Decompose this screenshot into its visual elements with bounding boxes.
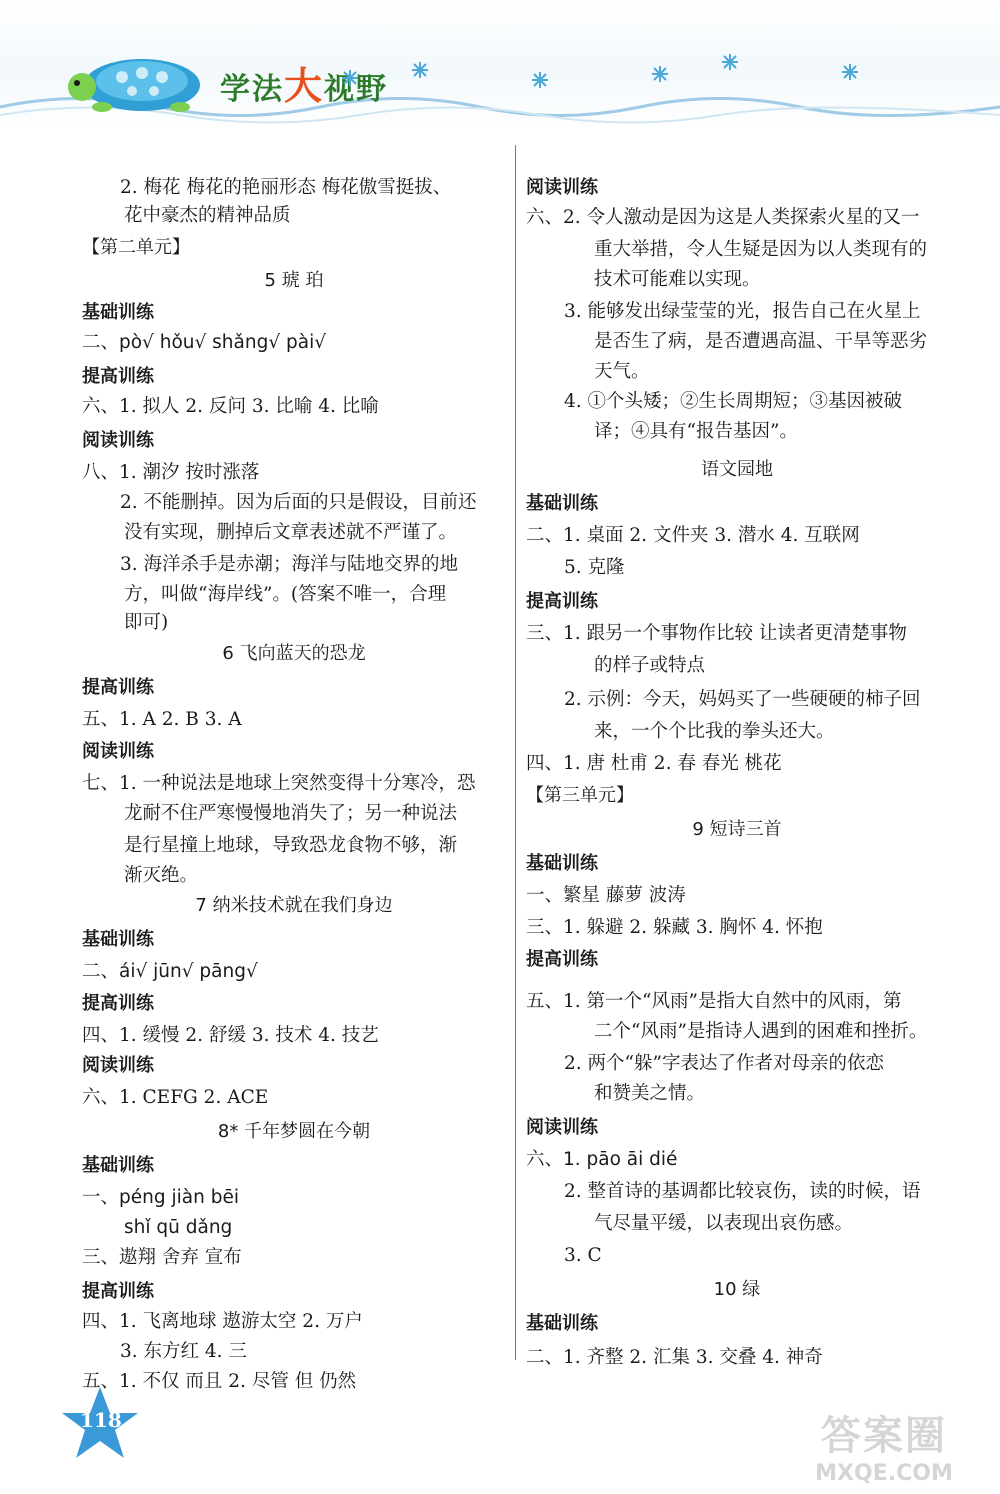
answer-line: 四、1. 唐 杜甫 2. 春 春光 桃花	[526, 753, 782, 774]
lesson-title: 8* 千年梦圆在今朝	[217, 1121, 371, 1142]
answer-line: 是否生了病，是否遭遇高温、干旱等恶劣	[594, 331, 928, 352]
answer-line: 3. 东方红 4. 三	[120, 1341, 247, 1362]
section-tag: 提高训练	[526, 949, 598, 970]
answer-line: 三、1. 躲避 2. 躲藏 3. 胸怀 4. 怀抱	[526, 917, 823, 938]
answer-line: 2. 整首诗的基调都比较哀伤，读的时候，语	[564, 1181, 921, 1202]
answer-line: shǐ qū dǎng	[124, 1217, 233, 1238]
answer-line: 来，一个个比我的拳头还大。	[594, 721, 835, 742]
answer-line: 技术可能难以实现。	[594, 269, 761, 290]
section-tag: 阅读训练	[82, 741, 154, 762]
section-tag: 提高训练	[82, 1281, 154, 1302]
lesson-title: 9 短诗三首	[692, 819, 782, 840]
lesson-title: 语文园地	[701, 459, 773, 480]
answer-line: 3. 海洋杀手是赤潮；海洋与陆地交界的地	[120, 554, 459, 575]
answer-line: 一、péng jiàn bēi	[82, 1187, 239, 1208]
answer-line: 二、1. 齐整 2. 汇集 3. 交叠 4. 神奇	[526, 1347, 823, 1368]
answer-line: 2. 示例：今天，妈妈买了一些硬硬的柿子回	[564, 689, 921, 710]
answer-line: 是行星撞上地球，导致恐龙食物不够，渐	[124, 835, 458, 856]
answer-line: 二、ái√ jūn√ pāng√	[82, 961, 258, 982]
section-tag: 提高训练	[526, 591, 598, 612]
section-tag: 基础训练	[526, 1313, 598, 1334]
page-header	[0, 0, 1000, 130]
watermark	[784, 1404, 984, 1488]
turtle-icon	[62, 45, 212, 113]
answer-line: 六、1. pāo āi dié	[526, 1149, 678, 1170]
unit-heading: 【第三单元】	[526, 785, 634, 806]
snowflake-icon	[412, 62, 428, 78]
watermark-logo-text: 答案圈	[821, 1413, 947, 1459]
answer-line: 3. 能够发出绿莹莹的光，报告自己在火星上	[564, 301, 921, 322]
unit-heading: 【第二单元】	[82, 237, 190, 258]
section-tag: 基础训练	[526, 853, 598, 874]
answer-line: 5. 克隆	[564, 557, 625, 578]
section-tag: 阅读训练	[82, 430, 154, 451]
answer-line: 方，叫做“海岸线”。(答案不唯一，合理	[124, 584, 447, 605]
answer-line: 二、1. 桌面 2. 文件夹 3. 潜水 4. 互联网	[526, 525, 860, 546]
answer-line: 3. C	[564, 1245, 602, 1266]
answer-line: 五、1. A 2. B 3. A	[82, 709, 242, 730]
logo-text-part-2: 大	[284, 64, 325, 108]
answer-line: 三、1. 跟另一个事物作比较 让读者更清楚事物	[526, 623, 907, 644]
answer-line: 4. ①个头矮；②生长周期短；③基因被破	[564, 391, 903, 412]
answer-line: 五、1. 第一个“风雨”是指大自然中的风雨，第	[526, 991, 902, 1012]
answer-line: 一、繁星 藤萝 波涛	[526, 885, 686, 906]
section-tag: 基础训练	[82, 1155, 154, 1176]
snowflake-icon	[652, 66, 668, 82]
answer-line: 2. 两个“躲”字表达了作者对母亲的依恋	[564, 1053, 884, 1074]
answer-line: 四、1. 缓慢 2. 舒缓 3. 技术 4. 技艺	[82, 1025, 379, 1046]
answer-line: 渐灭绝。	[124, 865, 199, 886]
answer-line: 2. 不能删掉。因为后面的只是假设，目前还	[120, 492, 477, 513]
section-tag: 阅读训练	[526, 1117, 598, 1138]
section-tag: 阅读训练	[526, 177, 598, 198]
section-tag: 基础训练	[82, 302, 154, 323]
section-tag: 提高训练	[82, 366, 154, 387]
answer-line: 天气。	[594, 361, 650, 382]
answer-line: 三、遨翔 舍弃 宣布	[82, 1247, 242, 1268]
snowflake-icon	[342, 70, 358, 86]
section-tag: 基础训练	[82, 929, 154, 950]
answer-line: 六、1. 拟人 2. 反问 3. 比喻 4. 比喻	[82, 396, 379, 417]
snowflake-icon	[842, 64, 858, 80]
lesson-title: 5 琥 珀	[264, 270, 324, 291]
watermark-url: MXQE.COM	[815, 1461, 953, 1486]
column-divider	[515, 145, 516, 1360]
lesson-title: 7 纳米技术就在我们身边	[195, 895, 393, 916]
answer-line: 没有实现，删掉后文章表述就不严谨了。	[124, 522, 458, 543]
answer-line: 七、1. 一种说法是地球上突然变得十分寒冷，恐	[82, 773, 476, 794]
answer-line: 五、1. 不仅 而且 2. 尽管 但 仍然	[82, 1371, 357, 1392]
section-tag: 阅读训练	[82, 1055, 154, 1076]
section-tag: 基础训练	[526, 493, 598, 514]
snowflake-decorations	[330, 40, 910, 110]
answer-line: 即可)	[124, 612, 169, 633]
answer-line: 译；④具有“报告基因”。	[594, 421, 798, 442]
answer-line: 花中豪杰的精神品质	[124, 205, 291, 226]
answer-line: 气尽量平缓，以表现出哀伤感。	[594, 1213, 854, 1234]
answer-line: 六、2. 令人激动是因为这是人类探索火星的又一	[526, 207, 920, 228]
lesson-title: 10 绿	[713, 1279, 761, 1300]
answer-line: 八、1. 潮汐 按时涨落	[82, 462, 260, 483]
answer-line: 龙耐不住严寒慢慢地消失了；另一种说法	[124, 803, 458, 824]
answer-line: 二个“风雨”是指诗人遇到的困难和挫折。	[594, 1021, 928, 1042]
section-tag: 提高训练	[82, 993, 154, 1014]
answer-line: 的样子或特点	[594, 655, 706, 676]
answer-line: 和赞美之情。	[594, 1083, 706, 1104]
answer-line: 重大举措，令人生疑是因为以人类现有的	[594, 239, 928, 260]
lesson-title: 6 飞向蓝天的恐龙	[222, 643, 366, 664]
snowflake-icon	[532, 72, 548, 88]
page-number: 118	[80, 1408, 122, 1432]
answer-line: 二、pò√ hǒu√ shǎng√ pài√	[82, 332, 327, 353]
logo-text-part-3: 视野	[324, 72, 389, 107]
answer-line: 2. 梅花 梅花的艳丽形态 梅花傲雪挺拔、	[120, 177, 452, 198]
snowflake-icon	[722, 54, 738, 70]
answer-line: 四、1. 飞离地球 遨游太空 2. 万户	[82, 1311, 363, 1332]
logo-text-part-1: 学法	[220, 72, 284, 107]
section-tag: 提高训练	[82, 677, 154, 698]
answer-line: 六、1. CEFG 2. ACE	[82, 1087, 269, 1108]
